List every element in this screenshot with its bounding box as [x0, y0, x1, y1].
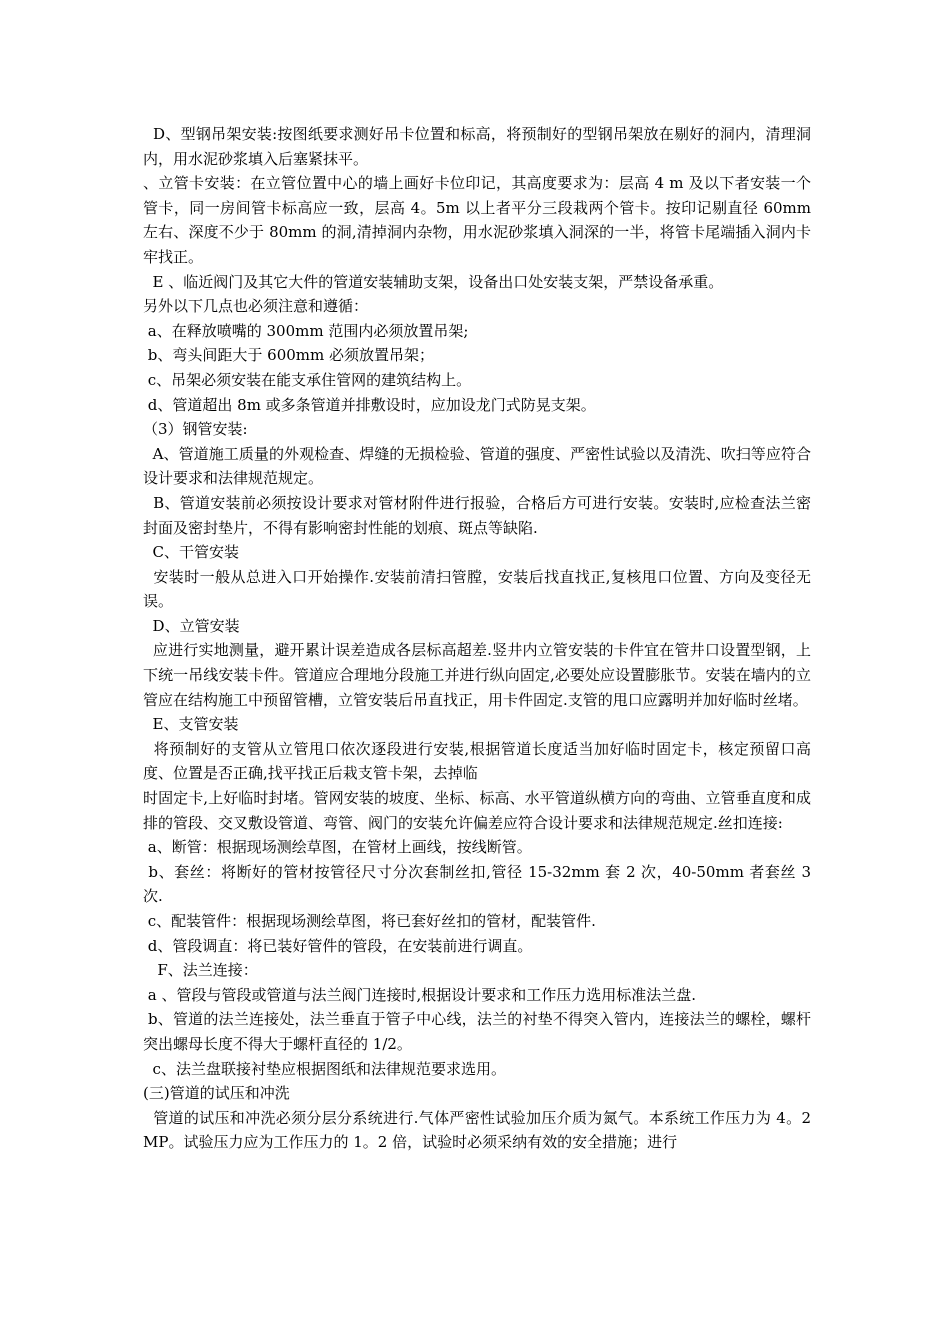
- paragraph-pressure-test: 管道的试压和冲洗必须分层分系统进行.气体严密性试验加压介质为氮气。本系统工作压力为 4。2MP。试验压力应为工作压力的 1。2 倍，试验时必须采纳有效的安全措施；进行: [143, 1108, 811, 1152]
- paragraph-main-pipe: 安装时一般从总进入口开始操作.安装前清扫管膛，安装后找直找正,复核甩口位置、方向及变径无误。: [143, 567, 811, 611]
- paragraph-branch-pipe: 将预制好的支管从立管甩口依次逐段进行安装,根据管道长度适当加好临时固定卡，核定预留口高度、位置是否正确,找平找正后栽支管卡架，去掉临: [143, 739, 811, 783]
- paragraph-riser-clamp-install: 、立管卡安装：在立管位置中心的墙上画好卡位印记，其高度要求为：层高 4 m 及以下者安装一个管卡，同一房间管卡标高应一致，层高 4。5m 以上者平分三段栽两个管卡。按印记剔直径 60mm 左右、深度不少于 80mm 的洞,清掉洞内杂物，用水泥砂浆填入洞深的一半，将管卡尾端插入洞内卡牢找正。: [143, 174, 816, 266]
- document-body: [143, 122, 816, 1155]
- subheading-branch-pipe: E、支管安装: [143, 715, 239, 734]
- list-item-elbow-hanger: b、弯头间距大于 600mm 必须放置吊架；: [143, 346, 434, 365]
- subheading-main-pipe: C、干管安装: [143, 543, 240, 562]
- list-item-fitting-assembly: c、配装管件：根据现场测绘草图，将已套好丝扣的管材，配装管件.: [143, 912, 596, 930]
- subheading-flange: F、法兰连接：: [143, 961, 258, 980]
- list-item-pipe-cutting: a、断管：根据现场测绘草图，在管材上画线，按线断管。: [143, 838, 532, 857]
- paragraph-quality-inspection: A、管道施工质量的外观检查、焊缝的无损检验、管道的强度、严密性试验以及清洗、吹扫等应符合设计要求和法律规范规定。: [143, 444, 811, 488]
- section-heading-pressure-test: (三)管道的试压和冲洗: [143, 1084, 290, 1103]
- list-item-hanger-structure: c、吊架必须安装在能支承住管网的建筑结构上。: [143, 370, 472, 389]
- list-item-nozzle-hanger: a、在释放喷嘴的 300mm 范围内必须放置吊架;: [143, 321, 469, 340]
- paragraph-material-check: B、管道安装前必须按设计要求对管材附件进行报验，合格后方可进行安装。安装时,应检查法兰密封面及密封垫片，不得有影响密封性能的划痕、斑点等缺陷.: [143, 493, 811, 537]
- list-item-flange-connection: b、管道的法兰连接处，法兰垂直于管子中心线，法兰的衬垫不得突入管内，连接法兰的螺栓，螺杆突出螺母长度不得大于螺杆直径的 1/2。: [143, 1010, 811, 1053]
- paragraph-riser: 应进行实地测量，避开累计误差造成各层标高超差.竖井内立管安装的卡件宜在管井口设置型钢，上下统一吊线安装卡件。管道应合理地分段施工并进行纵向固定,必要处应设置膨胀节。安装在墙内的立管应在结构施工中预留管槽，立管安装后吊直找正，用卡件固定.支管的甩口应露明并加好临时丝堵。: [143, 641, 811, 709]
- paragraph-additional-notes: 另外以下几点也必须注意和遵循：: [143, 297, 369, 316]
- list-item-threading: b、套丝：将断好的管材按管径尺寸分次套制丝扣,管径 15-32mm 套 2 次，40-50mm 者套丝 3 次.: [143, 862, 816, 906]
- list-item-flange-selection: a 、管段与管段或管道与法兰阀门连接时,根据设计要求和工作压力选用标准法兰盘.: [143, 985, 697, 1004]
- subheading-riser: D、立管安装: [143, 616, 240, 635]
- section-heading-steel-pipe: （3）钢管安装:: [143, 420, 248, 439]
- paragraph-steel-hanger-install: D、型钢吊架安装:按图纸要求测好吊卡位置和标高，将预制好的型钢吊架放在剔好的洞内，清理洞内，用水泥砂浆填入后塞紧抹平。: [143, 125, 811, 168]
- paragraph-tolerance-threading: 时固定卡,上好临时封堵。管网安装的坡度、坐标、标高、水平管道纵横方向的弯曲、立管垂直度和成排的管段、交叉敷设管道、弯管、阀门的安装允许偏差应符合设计要求和法律规范规定.丝扣连接:: [143, 789, 811, 832]
- list-item-flange-gasket: c、法兰盘联接衬垫应根据图纸和法律规范要求选用。: [143, 1059, 506, 1078]
- paragraph-valve-support: E 、临近阀门及其它大件的管道安装辅助支架，设备出口处安装支架，严禁设备承重。: [143, 272, 724, 291]
- list-item-straightening: d、管段调直：将已装好管件的管段，在安装前进行调直。: [143, 936, 533, 955]
- list-item-sway-brace: d、管道超出 8m 或多条管道并排敷设时，应加设龙门式防晃支架。: [143, 395, 596, 414]
